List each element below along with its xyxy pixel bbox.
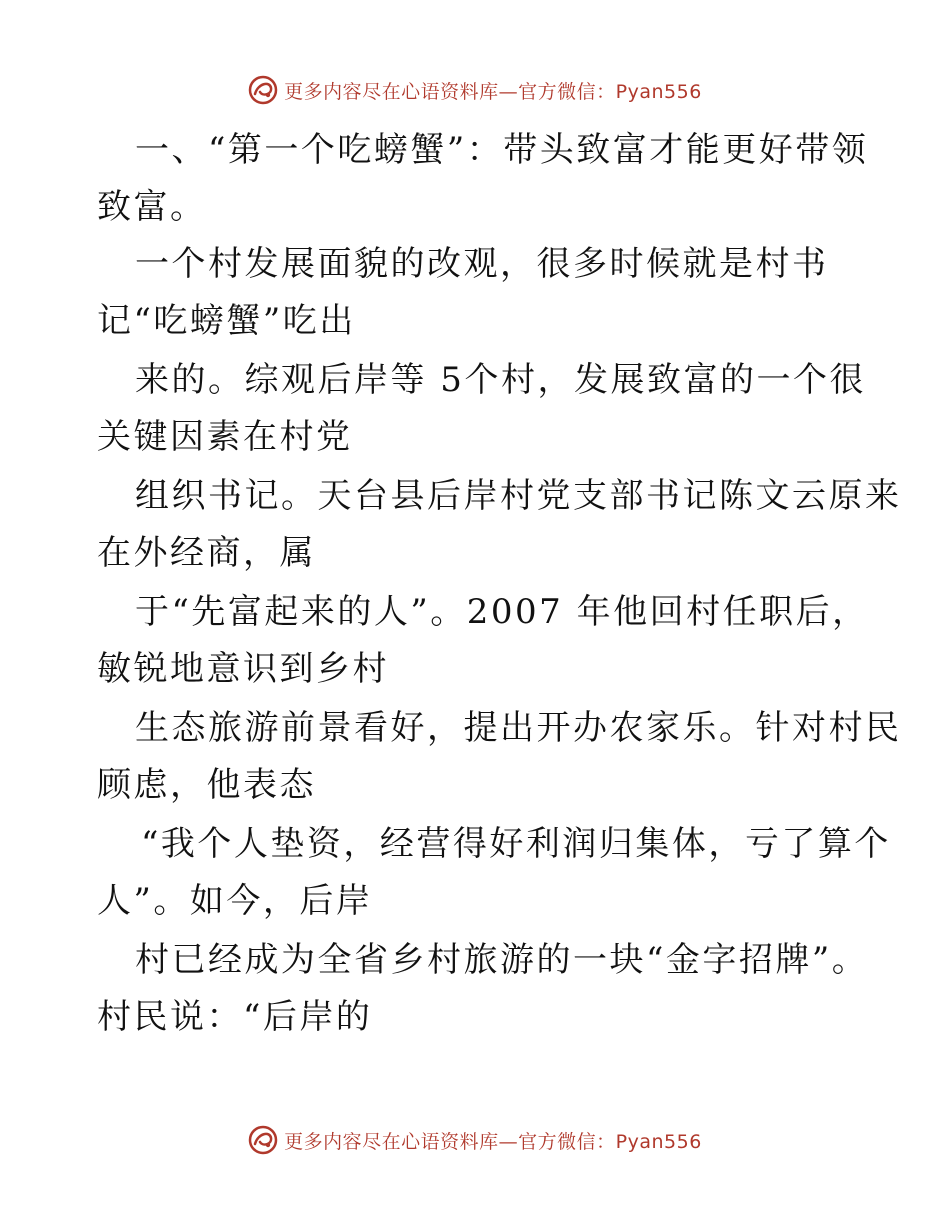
text-line: 顾虑，他表态 — [97, 765, 316, 805]
text-line: “我个人垫资，经营得好利润归集体，亏了算个 — [141, 824, 891, 864]
text-line: 生态旅游前景看好，提出开办农家乐。针对村民 — [135, 708, 902, 748]
text-line: 致富。 — [97, 187, 207, 227]
text-line: 村民说：“后岸的 — [97, 997, 373, 1037]
text-line: 敏锐地意识到乡村 — [97, 649, 389, 689]
footer-watermark-text: 更多内容尽在心语资料库—官方微信：Pyan556 — [284, 1130, 702, 1153]
text-line: 村已经成为全省乡村旅游的一块“金字招牌”。 — [135, 940, 869, 980]
text-line: 人”。如今，后岸 — [97, 881, 373, 921]
red-swirl-logo-icon — [248, 75, 278, 105]
text-line: 一个村发展面貌的改观，很多时候就是村书 — [135, 244, 829, 284]
red-swirl-logo-icon — [248, 1125, 278, 1155]
text-line: 在外经商，属 — [97, 533, 316, 573]
header-watermark-text: 更多内容尽在心语资料库—官方微信：Pyan556 — [284, 80, 702, 103]
header-watermark-banner — [0, 70, 950, 110]
text-line: 一、“第一个吃螃蟹”：带头致富才能更好带领 — [135, 130, 869, 170]
text-line: 关键因素在村党 — [97, 417, 353, 457]
wechat-id: Pyan556 — [615, 1130, 702, 1153]
footer-watermark-banner — [0, 1120, 950, 1160]
text-line: 于“先富起来的人”。2007 年他回村任职后， — [135, 592, 869, 632]
wechat-id: Pyan556 — [615, 80, 702, 103]
text-line: 记“吃螃蟹”吃出 — [97, 301, 356, 341]
text-line: 来的。综观后岸等 5个村，发展致富的一个很 — [135, 360, 866, 400]
text-line: 组织书记。天台县后岸村党支部书记陈文云原来 — [135, 476, 902, 516]
